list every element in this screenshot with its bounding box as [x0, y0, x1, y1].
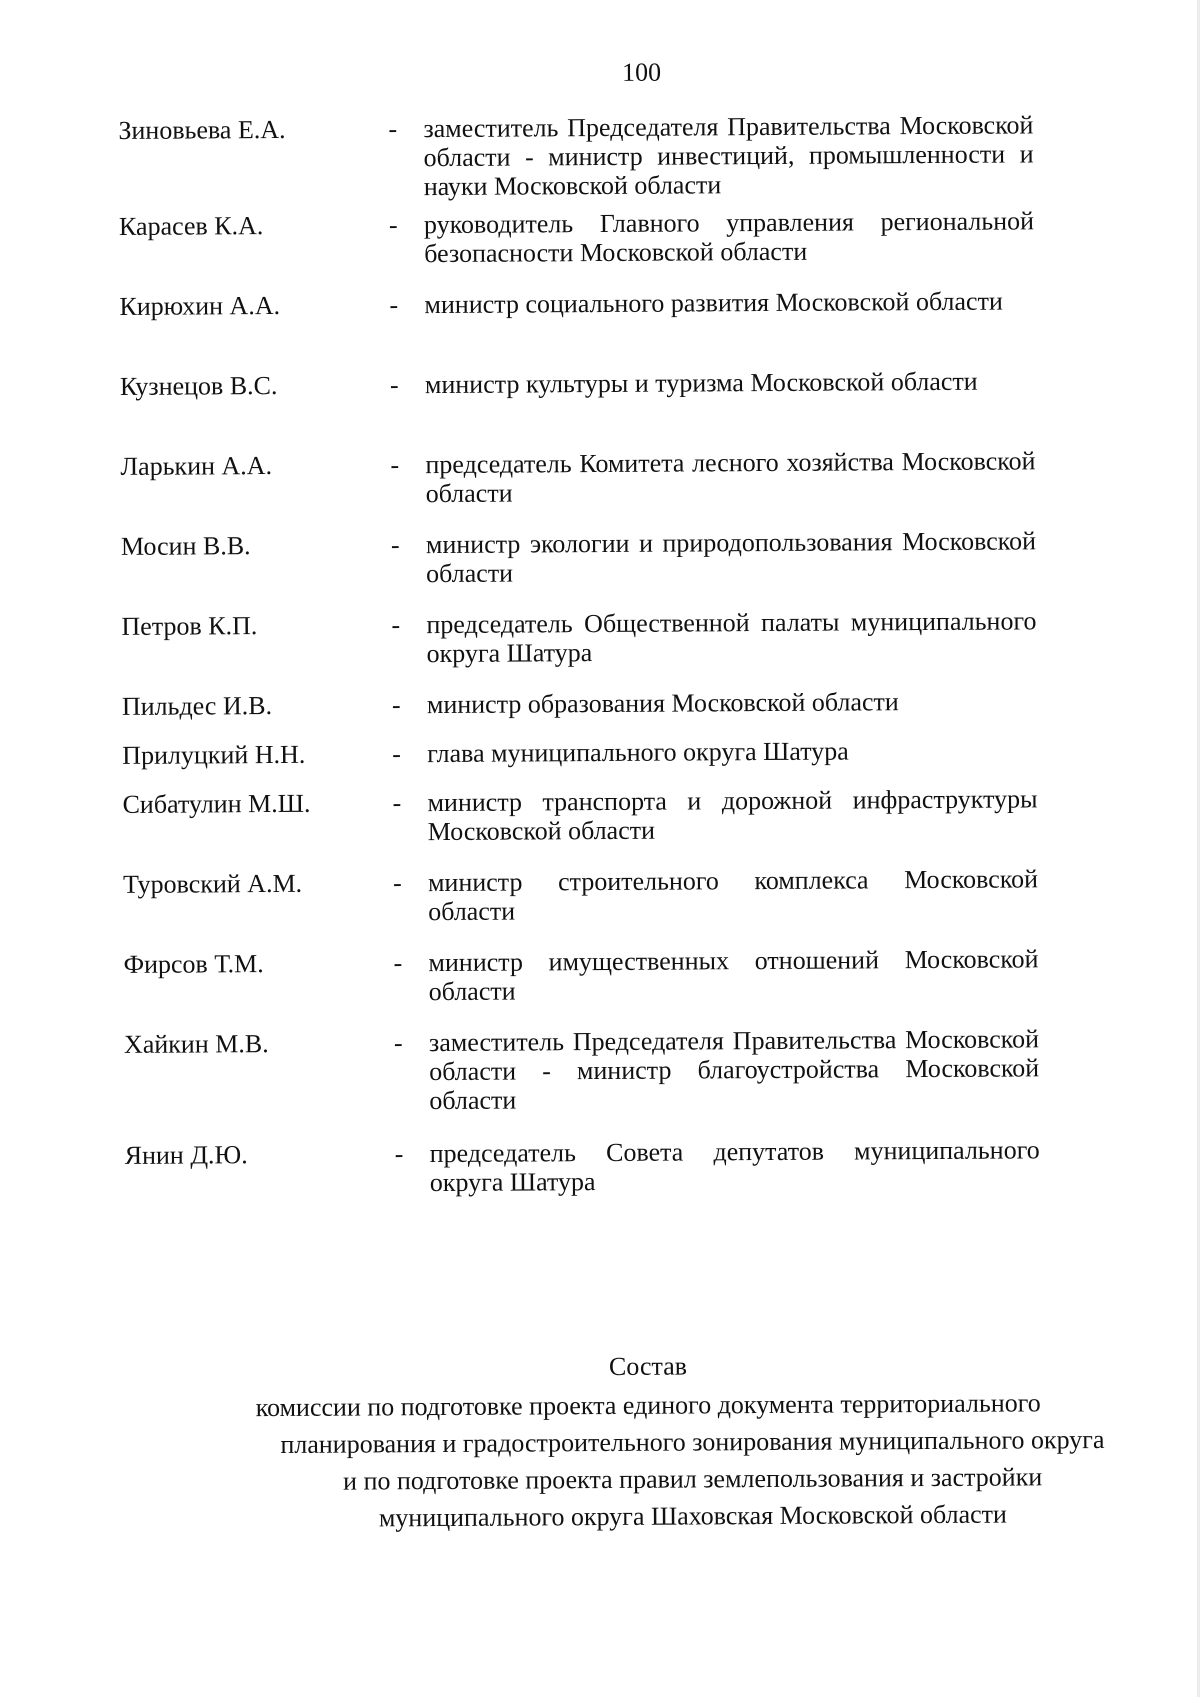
- composition-line: планирования и градостроительного зонирования муниципального округа: [280, 1424, 1105, 1459]
- member-dash: -: [391, 690, 401, 720]
- member-dash: -: [391, 610, 401, 640]
- member-row: [122, 686, 1037, 741]
- composition-section: [158, 1345, 1139, 1538]
- member-name: Прилуцкий Н.Н.: [122, 739, 306, 770]
- member-row: [125, 1135, 1040, 1221]
- member-name: Янин Д.Ю.: [124, 1140, 248, 1170]
- member-name: Зиновьева Е.А.: [118, 114, 286, 145]
- member-dash: -: [392, 788, 402, 818]
- member-role: председатель Совета депутатов муниципального округа Шатура: [429, 1135, 1040, 1198]
- member-role: министр образования Московской области: [426, 687, 899, 720]
- member-role: министр транспорта и дорожной инфраструктуры Московской области: [427, 784, 1038, 847]
- member-role: министр экологии и природопользования Московской области: [425, 526, 1037, 589]
- member-name: Пильдес И.В.: [121, 691, 273, 721]
- members-list: [118, 110, 1040, 1221]
- page-number: 100: [621, 57, 662, 87]
- member-role: министр строительного комплекса Московской области: [427, 864, 1039, 927]
- member-dash: -: [392, 868, 402, 898]
- member-name: Ларькин А.А.: [120, 451, 273, 481]
- member-row: [123, 944, 1038, 1030]
- member-row: [121, 526, 1036, 612]
- member-role: председатель Комитета лесного хозяйства Московской области: [425, 446, 1036, 509]
- member-role: глава муниципального округа Шатура: [427, 736, 849, 769]
- member-row: [120, 366, 1035, 452]
- member-dash: -: [394, 1139, 404, 1169]
- member-name: Сибатулин М.Ш.: [122, 788, 311, 819]
- member-dash: -: [389, 370, 399, 400]
- member-role: министр имущественных отношений Московской области: [428, 944, 1039, 1007]
- member-dash: -: [390, 530, 400, 560]
- member-name: Хайкин М.В.: [123, 1029, 269, 1059]
- member-name: Мосин В.В.: [120, 531, 251, 561]
- member-row: [121, 606, 1036, 692]
- composition-line: и по подготовке проекта правил землепользования и застройки: [343, 1462, 1043, 1496]
- member-dash: -: [393, 1028, 403, 1058]
- composition-line: комиссии по подготовке проекта единого документа территориального: [255, 1388, 1041, 1423]
- member-name: Фирсов Т.М.: [123, 949, 264, 979]
- member-name: Петров К.П.: [121, 611, 258, 641]
- member-role: председатель Общественной палаты муниципального округа Шатура: [426, 606, 1037, 669]
- member-row: [122, 784, 1037, 870]
- member-dash: -: [393, 948, 403, 978]
- member-role: министр социального развития Московской области: [424, 286, 1003, 320]
- member-dash: -: [392, 739, 401, 769]
- member-row: [124, 1024, 1040, 1141]
- member-dash: -: [390, 450, 400, 480]
- member-dash: -: [388, 210, 398, 240]
- member-name: Туровский А.М.: [122, 868, 303, 899]
- member-name: Кирюхин А.А.: [119, 290, 281, 321]
- composition-line: муниципального округа Шаховская Московской области: [378, 1499, 1007, 1533]
- member-dash: -: [388, 114, 398, 144]
- member-row: [118, 110, 1034, 212]
- member-row: [122, 735, 1037, 790]
- member-row: [119, 206, 1034, 292]
- member-name: Карасев К.А.: [118, 211, 264, 241]
- member-role: руководитель Главного управления региональной безопасности Московской области: [423, 206, 1035, 269]
- member-role: заместитель Председателя Правительства Московской области - министр благоустройства Московской области: [428, 1024, 1040, 1116]
- member-row: [123, 864, 1038, 950]
- composition-title: Состав: [608, 1351, 688, 1381]
- member-role: заместитель Председателя Правительства Московской области - министр инвестиций, промышленности и науки Московской области: [423, 110, 1034, 202]
- member-row: [120, 446, 1035, 532]
- member-row: [119, 286, 1034, 372]
- member-name: Кузнецов В.С.: [119, 370, 278, 401]
- member-dash: -: [389, 290, 399, 320]
- member-role: министр культуры и туризма Московской области: [424, 366, 978, 400]
